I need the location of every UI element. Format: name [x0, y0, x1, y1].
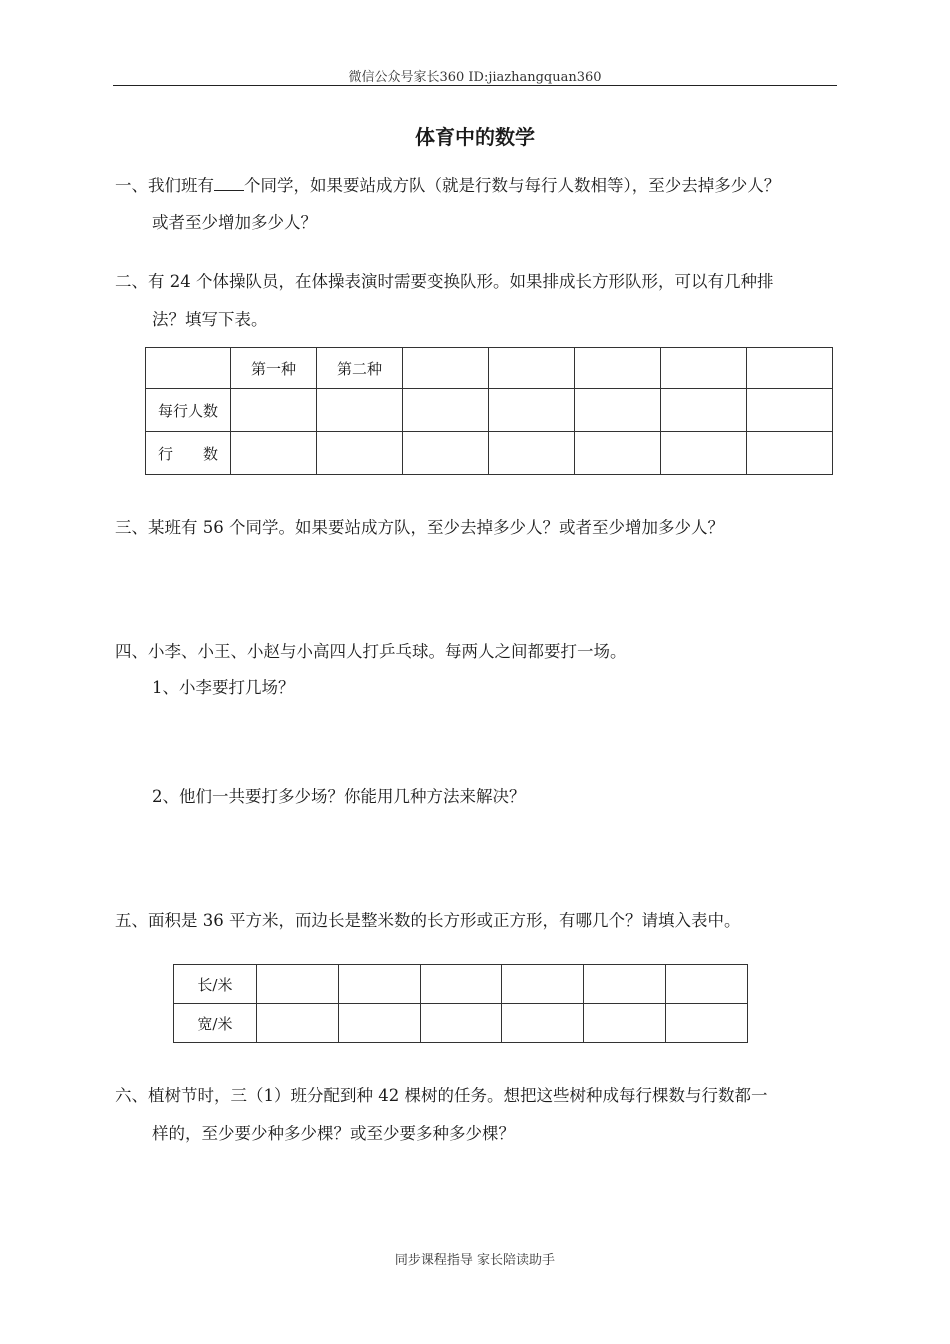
question-1-text-after: 个同学，如果要站成方队（就是行数与每行人数相等），至少去掉多少人？ — [244, 176, 781, 195]
answer-cell[interactable] — [231, 432, 317, 475]
answer-cell[interactable] — [575, 432, 661, 475]
answer-cell[interactable] — [338, 1004, 420, 1043]
answer-cell[interactable] — [231, 389, 317, 432]
header-divider — [113, 85, 837, 86]
row-label-rows — [146, 432, 231, 475]
table-corner-cell — [146, 348, 231, 389]
table-row — [146, 432, 833, 475]
table-header-cell — [575, 348, 661, 389]
answer-cell[interactable] — [256, 965, 338, 1004]
page-header: 微信公众号家长360 ID:jiazhangquan360 — [348, 70, 602, 85]
question-1-line-2: 或者至少增加多少人？ — [152, 213, 317, 232]
table-row — [146, 389, 833, 432]
question-1-line-1 — [115, 176, 780, 196]
table-row — [174, 1004, 748, 1043]
area-table — [173, 964, 748, 1043]
answer-cell[interactable] — [575, 389, 661, 432]
answer-cell[interactable] — [502, 965, 584, 1004]
table-header-cell — [489, 348, 575, 389]
answer-cell[interactable] — [420, 965, 502, 1004]
row-label-char: 数 — [202, 444, 218, 463]
row-label-char: 行 — [158, 444, 174, 463]
table-header-cell — [661, 348, 747, 389]
answer-cell[interactable] — [584, 1004, 666, 1043]
question-4-sub-2: 2、他们一共要打多少场？你能用几种方法来解决？ — [152, 787, 526, 806]
answer-cell[interactable] — [489, 389, 575, 432]
question-2-line-1: 二、有 24 个体操队员，在体操表演时需要变换队形。如果排成长方形队形，可以有几种排 — [115, 272, 774, 291]
question-5-line-1: 五、面积是 36 平方米，而边长是整米数的长方形或正方形，有哪几个？请填入表中。 — [115, 911, 741, 930]
question-4-line-1: 四、小李、小王、小赵与小高四人打乒乓球。每两人之间都要打一场。 — [115, 642, 627, 661]
answer-cell[interactable] — [403, 389, 489, 432]
answer-cell[interactable] — [666, 1004, 748, 1043]
question-4-sub-1: 1、小李要打几场？ — [152, 678, 295, 697]
formation-table — [145, 347, 833, 475]
answer-cell[interactable] — [747, 389, 833, 432]
answer-cell[interactable] — [584, 965, 666, 1004]
question-1-text-before: 一、我们班有 — [115, 176, 214, 195]
row-label-length: 长/米 — [174, 965, 257, 1004]
answer-blank[interactable] — [214, 176, 244, 191]
answer-cell[interactable] — [256, 1004, 338, 1043]
question-6-line-2: 样的，至少要少种多少棵？或至少要多种多少棵？ — [152, 1124, 515, 1143]
table-header-cell — [747, 348, 833, 389]
answer-cell[interactable] — [317, 432, 403, 475]
answer-cell[interactable] — [661, 432, 747, 475]
table-header-row — [146, 348, 833, 389]
answer-cell[interactable] — [747, 432, 833, 475]
answer-cell[interactable] — [317, 389, 403, 432]
answer-cell[interactable] — [661, 389, 747, 432]
answer-cell[interactable] — [489, 432, 575, 475]
page-title: 体育中的数学 — [415, 125, 535, 149]
table-header-cell — [403, 348, 489, 389]
question-2-line-2: 法？填写下表。 — [152, 310, 268, 329]
answer-cell[interactable] — [502, 1004, 584, 1043]
answer-cell[interactable] — [666, 965, 748, 1004]
row-label-width: 宽/米 — [174, 1004, 257, 1043]
page-footer: 同步课程指导 家长陪读助手 — [394, 1253, 556, 1268]
answer-cell[interactable] — [338, 965, 420, 1004]
table-header-cell: 第二种 — [317, 348, 403, 389]
question-3-line-1: 三、某班有 56 个同学。如果要站成方队，至少去掉多少人？或者至少增加多少人？ — [115, 518, 724, 537]
answer-cell[interactable] — [403, 432, 489, 475]
row-label-per-row: 每行人数 — [146, 389, 231, 432]
table-row — [174, 965, 748, 1004]
question-6-line-1: 六、植树节时，三（1）班分配到种 42 棵树的任务。想把这些树种成每行棵数与行数都一 — [115, 1086, 768, 1105]
answer-cell[interactable] — [420, 1004, 502, 1043]
table-header-cell: 第一种 — [231, 348, 317, 389]
